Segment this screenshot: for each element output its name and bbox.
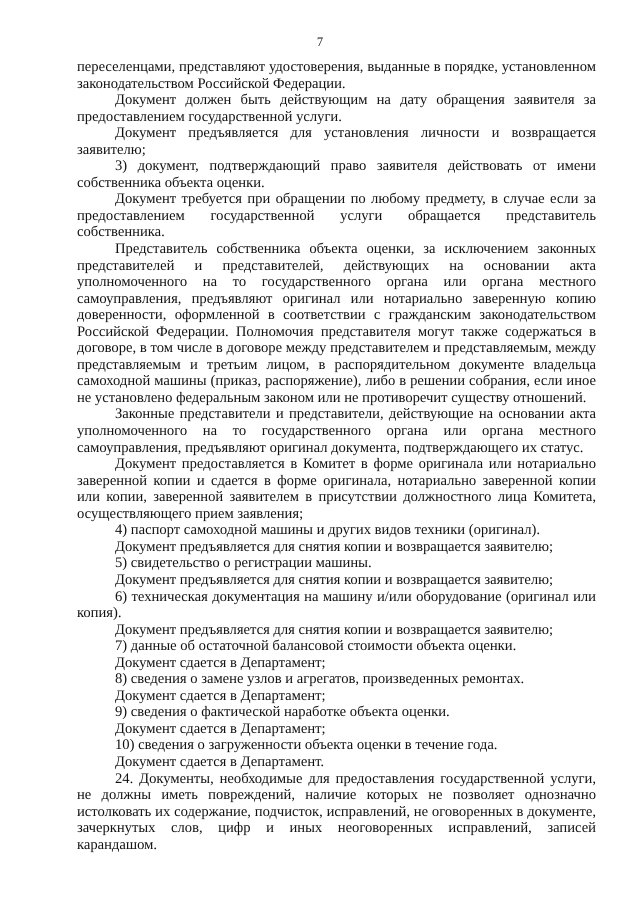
paragraph: 24. Документы, необходимые для предоставления государственной услуги, не должны иметь повреждений, наличие которых не позволяет однозначно истолковать их содержание, подчисток, исправлений, не оговоренных в документе, зачеркнутых слов, цифр и иных неоговоренных исправлений, записей карандашом. — [77, 770, 596, 853]
paragraph: 7) данные об остаточной балансовой стоимости объекта оценки. — [115, 638, 517, 655]
paragraph: 6) техническая документация на машину и/или оборудование (оригинал или копия). — [77, 588, 596, 622]
paragraph: Документ предоставляется в Комитет в форме оригинала или нотариально заверенной копии и сдается в форме оригинала, нотариально заверенной копии или копии, заверенной заявителем в присутствии должностного лица Комитета, осуществляющего прием заявления; — [77, 456, 596, 522]
paragraph: Документ сдается в Департамент; — [115, 654, 326, 671]
paragraph: Документ предъявляется для снятия копии и возвращается заявителю; — [115, 571, 554, 588]
paragraph: переселенцами, представляют удостоверения, выданные в порядке, установленном законодательством Российской Федерации. — [77, 59, 596, 92]
paragraph: Документ сдается в Департамент; — [115, 720, 326, 737]
paragraph: Документ должен быть действующим на дату обращения заявителя за предоставлением государственной услуги. — [77, 92, 596, 125]
paragraph: 4) паспорт самоходной машины и других видов техники (оригинал). — [115, 522, 541, 539]
document-body — [77, 59, 596, 853]
paragraph: 3) документ, подтверждающий право заявителя действовать от имени собственника объекта оценки. — [77, 158, 596, 191]
paragraph: 9) сведения о фактической наработке объекта оценки. — [115, 704, 450, 721]
paragraph: Документ предъявляется для установления личности и возвращается заявителю; — [77, 125, 596, 158]
paragraph: Представитель собственника объекта оценки, за исключением законных представителей и представителей, действующих на основании акта уполномоченного на то государственного органа или органа местного самоуправления, предъявляют оригинал или нотариально заверенную копию доверенности, оформленной в соответствии с гражданским законодательством Российской Федерации. Полномочия представителя могут также содержаться в договоре, в том числе в договоре между представителем и представляемым, между представляемым и третьим лицом, в распорядительном документе владельца самоходной машины (приказ, распоряжение), либо в решении собрания, если иное не установлено федеральным законом или не противоречит существу отношений. — [77, 241, 596, 406]
paragraph: Законные представители и представители, действующие на основании акта уполномоченного на то государственного органа или органа местного самоуправления, предъявляют оригинал документа, подтверждающего их статус. — [77, 406, 596, 456]
paragraph: Документ сдается в Департамент. — [115, 753, 325, 770]
paragraph: Документ требуется при обращении по любому предмету, в случае если за предоставлением государственной услуги обращается представитель собственника. — [77, 191, 596, 241]
paragraph: Документ предъявляется для снятия копии и возвращается заявителю; — [115, 621, 554, 638]
paragraph: 8) сведения о замене узлов и агрегатов, произведенных ремонтах. — [115, 671, 525, 688]
paragraph: Документ сдается в Департамент; — [115, 687, 326, 704]
paragraph: Документ предъявляется для снятия копии и возвращается заявителю; — [115, 538, 554, 555]
page-number: 7 — [316, 35, 324, 49]
paragraph: 5) свидетельство о регистрации машины. — [115, 555, 372, 572]
paragraph: 10) сведения о загруженности объекта оценки в течение года. — [115, 737, 498, 754]
